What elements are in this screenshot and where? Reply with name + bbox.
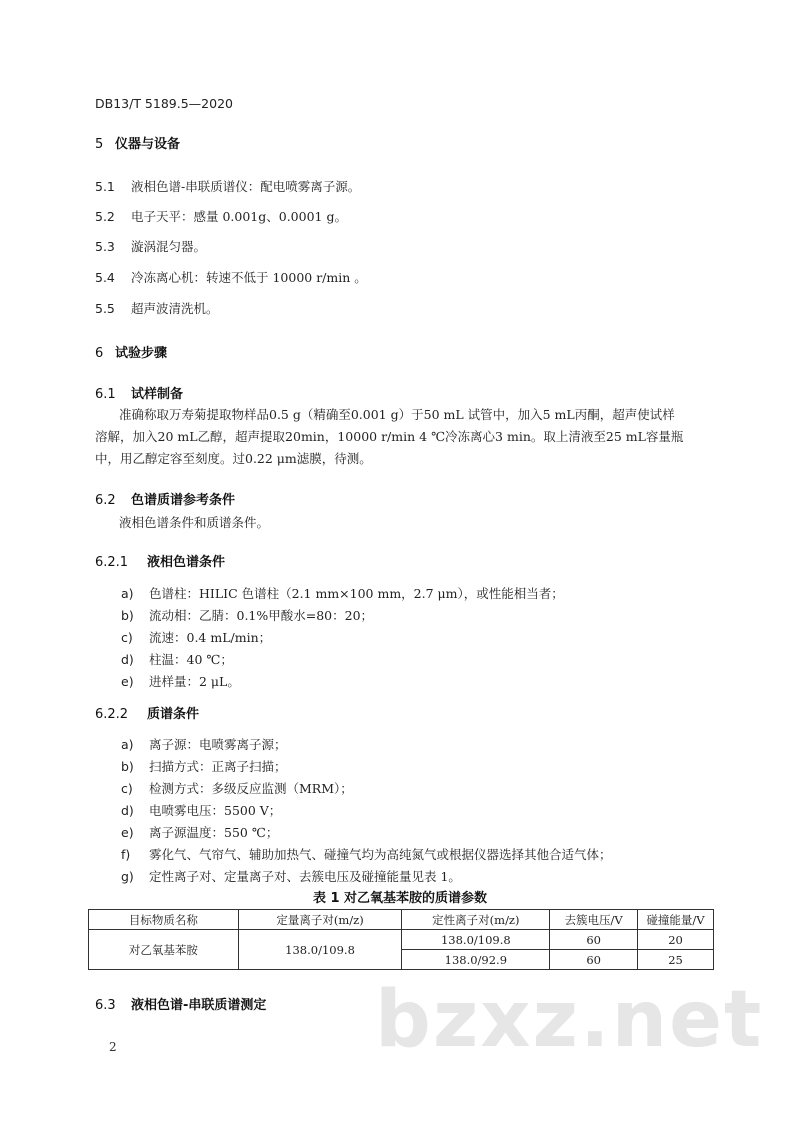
section-number: 6.2 (95, 493, 116, 508)
list-marker: b) (121, 759, 134, 774)
clause-number: 5.2 (95, 209, 115, 224)
clause-text: 漩涡混匀器。 (131, 239, 207, 254)
section-number: 6.2.1 (95, 555, 129, 570)
section-title: 仪器与设备 (115, 137, 181, 152)
list-item (121, 606, 373, 624)
subsection-6-2-heading (95, 489, 235, 508)
list-item (121, 628, 271, 646)
list-item (121, 584, 564, 602)
section-title: 质谱条件 (147, 707, 200, 722)
section-title: 试验步骤 (115, 346, 168, 361)
paragraph: 液相色谱条件和质谱条件。 (119, 515, 270, 530)
paragraph-line: 中，用乙醇定容至刻度。过0.22 μm滤膜，待测。 (95, 451, 372, 466)
subsection-6-3-heading (95, 994, 266, 1013)
subsection-6-2-2-heading (95, 703, 199, 722)
clause-number: 5.1 (95, 179, 115, 194)
list-text: 离子源温度：550 ℃； (149, 825, 279, 840)
list-marker: d) (121, 803, 134, 818)
list-item (95, 177, 360, 195)
list-item (121, 823, 278, 841)
clause-text: 电子天平：感量 0.001g、0.0001 g。 (131, 209, 347, 224)
clause-text: 液相色谱-串联质谱仪：配电喷雾离子源。 (131, 179, 361, 194)
column-header: 定性离子对(m/z) (402, 910, 550, 930)
section-title: 色谱质谱参考条件 (131, 493, 236, 508)
table-header-row (89, 910, 714, 930)
section-title: 试样制备 (131, 387, 184, 402)
clause-text: 冷冻离心机：转速不低于 10000 r/min 。 (131, 270, 367, 285)
list-text: 雾化气、气帘气、辅助加热气、碰撞气均为高纯氮气或根据仪器选择其他合适气体； (149, 847, 612, 862)
compound-cell: 对乙氧基苯胺 (89, 930, 239, 970)
list-item (95, 299, 219, 317)
list-marker: c) (121, 781, 133, 796)
section-number: 6.1 (95, 387, 116, 402)
paragraph-line: 准确称取万寿菊提取物样品0.5 g（精确至0.001 g）于50 mL 试管中，加入5 mL丙酮，超声使试样 (119, 407, 675, 422)
list-item (121, 672, 240, 690)
list-marker: b) (121, 608, 134, 623)
list-text: 离子源：电喷雾离子源； (149, 737, 287, 752)
list-marker: a) (121, 737, 134, 752)
clause-text: 超声波清洗机。 (131, 301, 219, 316)
section-title: 液相色谱条件 (147, 555, 226, 570)
list-marker: a) (121, 586, 134, 601)
clause-number: 5.3 (95, 239, 115, 254)
collision-energy-cell: 25 (638, 950, 714, 970)
list-text: 定性离子对、定量离子对、去簇电压及碰撞能量见表 1。 (149, 869, 461, 884)
list-marker: f) (121, 847, 131, 862)
list-item (121, 845, 612, 863)
section-6-heading (95, 342, 167, 361)
table-caption: 表 1 对乙氧基苯胺的质谱参数 (312, 891, 488, 906)
list-marker: e) (121, 825, 134, 840)
table-row (89, 930, 714, 950)
column-header: 碰撞能量/V (638, 910, 714, 930)
watermark: bzxz.net (375, 975, 764, 1065)
list-text: 检测方式：多级反应监测（MRM）； (149, 781, 353, 796)
qual-pair-cell: 138.0/109.8 (402, 930, 550, 950)
section-title: 液相色谱-串联质谱测定 (131, 998, 267, 1013)
section-number: 6 (95, 346, 104, 361)
subsection-6-2-1-heading (95, 551, 225, 570)
column-header: 去簇电压/V (550, 910, 638, 930)
list-marker: d) (121, 652, 134, 667)
list-marker: e) (121, 674, 134, 689)
list-text: 电喷雾电压：5500 V； (149, 803, 282, 818)
section-number: 6.3 (95, 998, 116, 1013)
list-text: 进样量：2 μL。 (149, 674, 240, 689)
list-item (121, 867, 461, 885)
section-5-heading (95, 133, 180, 152)
declustering-voltage-cell: 60 (550, 930, 638, 950)
list-item (95, 207, 347, 225)
page-number: 2 (109, 1040, 117, 1054)
quant-pair-cell: 138.0/109.8 (238, 930, 402, 970)
list-item (121, 801, 281, 819)
list-text: 流速：0.4 mL/min； (149, 630, 272, 645)
subsection-6-1-heading (95, 383, 183, 402)
list-text: 扫描方式：正离子扫描； (149, 759, 287, 774)
list-marker: c) (121, 630, 133, 645)
list-text: 流动相：乙腈：0.1%甲酸水=80：20； (149, 608, 374, 623)
standard-code: DB13/T 5189.5—2020 (95, 96, 233, 111)
list-text: 色谱柱：HILIC 色谱柱（2.1 mm×100 mm，2.7 μm），或性能相当者； (149, 586, 564, 601)
section-number: 5 (95, 137, 104, 152)
declustering-voltage-cell: 60 (550, 950, 638, 970)
list-text: 柱温：40 ℃； (149, 652, 233, 667)
column-header: 目标物质名称 (89, 910, 239, 930)
collision-energy-cell: 20 (638, 930, 714, 950)
list-item (121, 779, 353, 797)
clause-number: 5.5 (95, 301, 115, 316)
qual-pair-cell: 138.0/92.9 (402, 950, 550, 970)
list-item (121, 735, 287, 753)
list-item (121, 757, 287, 775)
paragraph-line: 溶解，加入20 mL乙醇，超声提取20min，10000 r/min 4 ℃冷冻离心3 min。取上清液至25 mL容量瓶 (95, 429, 684, 444)
list-marker: g) (121, 869, 134, 884)
section-number: 6.2.2 (95, 707, 129, 722)
list-item (95, 237, 206, 255)
list-item (95, 268, 367, 286)
list-item (121, 650, 233, 668)
mass-spec-parameters-table (88, 909, 714, 970)
clause-number: 5.4 (95, 270, 115, 285)
column-header: 定量离子对(m/z) (238, 910, 402, 930)
